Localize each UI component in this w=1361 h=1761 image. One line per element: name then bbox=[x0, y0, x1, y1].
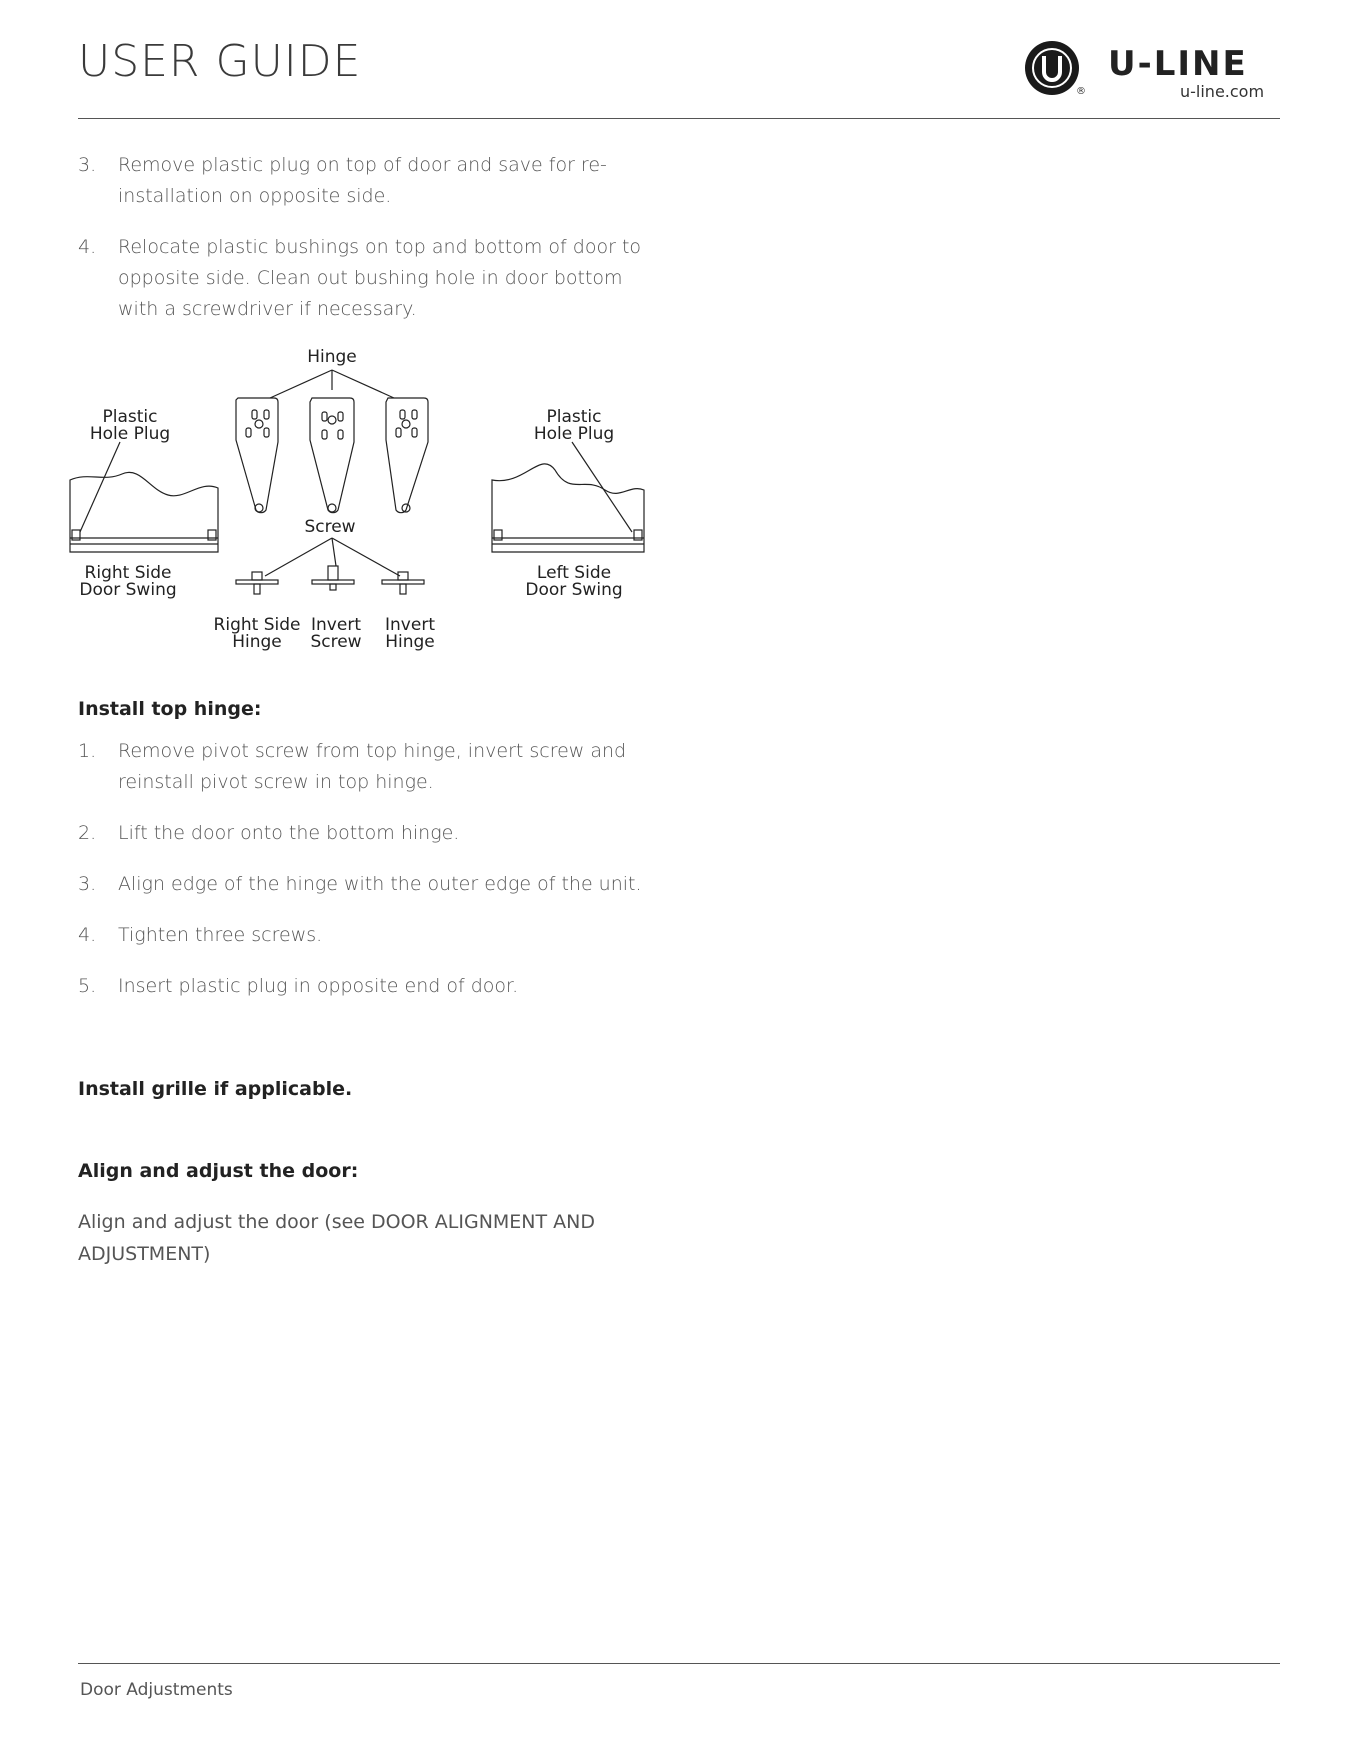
list-item bbox=[78, 920, 658, 951]
step-number: 1. bbox=[78, 740, 97, 762]
step-text: Tighten three screws. bbox=[118, 924, 323, 946]
step-text: Insert plastic plug in opposite end of door. bbox=[118, 975, 519, 997]
label-screw: Screw bbox=[304, 517, 356, 537]
label-plug-left-line1: Plastic bbox=[102, 407, 158, 427]
label-left-side-line1: Left Side bbox=[536, 563, 612, 583]
step-text: Align edge of the hinge with the outer edge of the unit. bbox=[118, 873, 642, 895]
footer-section-name: Door Adjustments bbox=[80, 1680, 233, 1700]
svg-text:®: ® bbox=[1076, 86, 1086, 97]
label-invert-hinge-line2: Hinge bbox=[385, 632, 435, 652]
step-text: Lift the door onto the bottom hinge. bbox=[118, 822, 460, 844]
align-door-text: Align and adjust the door (see DOOR ALIGNMENT AND ADJUSTMENT) bbox=[78, 1211, 596, 1265]
step-text: Relocate plastic bushings on top and bottom of door to opposite side. Clean out bushing hole in door bottom with a screwdriver if necessary. bbox=[118, 236, 642, 320]
section-heading-install-grille: Install grille if applicable. bbox=[78, 1078, 353, 1100]
screw-invert bbox=[312, 566, 354, 590]
label-left-side-line2: Door Swing bbox=[525, 580, 623, 600]
label-invert-screw-line2: Screw bbox=[310, 632, 362, 652]
list-item bbox=[78, 150, 658, 212]
label-plug-right-line2: Hole Plug bbox=[533, 424, 615, 444]
screw-right-side-hinge bbox=[236, 572, 278, 594]
step-number: 3. bbox=[78, 873, 97, 895]
footer-divider bbox=[78, 1663, 1280, 1664]
header-divider bbox=[78, 118, 1280, 119]
list-item bbox=[78, 818, 658, 849]
step-number: 2. bbox=[78, 822, 97, 844]
list-item bbox=[78, 971, 658, 1002]
label-right-side-line1: Right Side bbox=[84, 563, 172, 583]
page-title: USER GUIDE bbox=[78, 36, 362, 87]
hinge-diagram bbox=[60, 340, 660, 670]
label-invert-screw-line1: Invert bbox=[311, 615, 361, 635]
label-hinge: Hinge bbox=[307, 347, 357, 367]
install-top-hinge-steps bbox=[78, 736, 658, 1022]
list-item bbox=[78, 869, 658, 900]
hinge-plate-right bbox=[386, 398, 428, 513]
label-rs-hinge-line1: Right Side bbox=[213, 615, 301, 635]
list-item bbox=[78, 736, 658, 798]
left-door-illustration bbox=[70, 472, 218, 552]
list-item bbox=[78, 232, 658, 325]
step-text: Remove plastic plug on top of door and save for re-installation on opposite side. bbox=[118, 154, 607, 207]
step-number: 3. bbox=[78, 154, 97, 176]
step-number: 4. bbox=[78, 236, 97, 258]
section-heading-align-door: Align and adjust the door: bbox=[78, 1160, 359, 1182]
section-heading-install-top-hinge: Install top hinge: bbox=[78, 698, 262, 720]
label-plug-right-line1: Plastic bbox=[546, 407, 602, 427]
label-invert-hinge-line1: Invert bbox=[385, 615, 435, 635]
screw-invert-hinge bbox=[382, 572, 424, 594]
step-number: 5. bbox=[78, 975, 97, 997]
step-text: Remove pivot screw from top hinge, invert screw and reinstall pivot screw in top hinge. bbox=[118, 740, 627, 793]
label-plug-left-line2: Hole Plug bbox=[89, 424, 171, 444]
label-right-side-line2: Door Swing bbox=[79, 580, 177, 600]
logo-wordmark: U-LINE bbox=[1108, 44, 1248, 84]
u-line-logo-icon bbox=[1020, 36, 1100, 106]
logo-url: u-line.com bbox=[1180, 82, 1265, 101]
right-door-illustration bbox=[492, 464, 644, 552]
hinge-plate-center bbox=[310, 398, 354, 513]
label-rs-hinge-line2: Hinge bbox=[232, 632, 282, 652]
brand-logo bbox=[1020, 36, 1280, 106]
steps-continued bbox=[78, 150, 658, 345]
step-number: 4. bbox=[78, 924, 97, 946]
